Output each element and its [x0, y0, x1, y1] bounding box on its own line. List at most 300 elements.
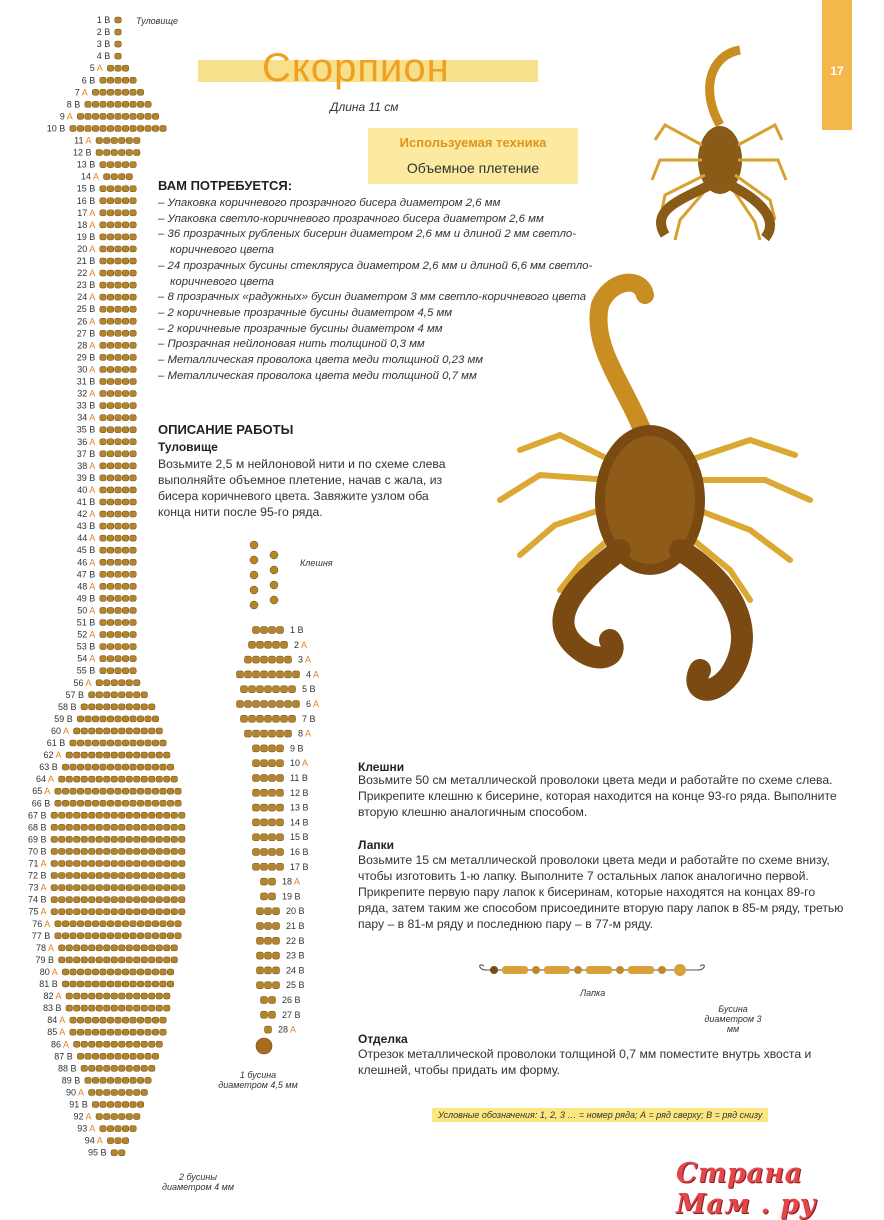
bead	[100, 921, 107, 927]
bead	[96, 812, 103, 818]
bead	[152, 125, 159, 131]
bead	[107, 366, 114, 372]
bead	[179, 836, 186, 842]
bead	[145, 101, 152, 107]
bead	[160, 740, 167, 746]
bead	[55, 933, 62, 939]
bead	[92, 933, 99, 939]
bead	[134, 1065, 141, 1071]
bead	[81, 945, 88, 951]
row-label: 38 A	[77, 460, 96, 471]
row-label: 34 A	[77, 412, 96, 423]
row-label: 6 B	[81, 75, 96, 86]
bead	[85, 921, 92, 927]
bead	[100, 318, 107, 324]
bead	[122, 969, 129, 975]
bead	[126, 945, 133, 951]
bead	[122, 222, 129, 228]
bead	[277, 671, 284, 678]
bead	[100, 1102, 107, 1108]
bead	[265, 641, 272, 648]
bead	[115, 234, 122, 240]
bead	[107, 499, 114, 505]
bead	[104, 836, 111, 842]
bead	[92, 716, 99, 722]
row-label: 64 A	[35, 774, 54, 785]
bead	[115, 318, 122, 324]
bead	[175, 788, 182, 794]
bead	[257, 923, 264, 930]
bead	[115, 511, 122, 517]
bead	[107, 198, 114, 204]
bead	[122, 571, 129, 577]
bead	[126, 1065, 133, 1071]
bead	[104, 897, 111, 903]
bead	[107, 246, 114, 252]
bead	[96, 776, 103, 782]
bead	[164, 1005, 171, 1011]
bead	[96, 138, 103, 144]
bead	[245, 671, 252, 678]
bead	[107, 282, 114, 288]
bead	[122, 1138, 129, 1144]
bead	[141, 1005, 148, 1011]
bead	[145, 740, 152, 746]
bead	[100, 101, 107, 107]
bead	[269, 997, 276, 1004]
row-label: 51 B	[76, 617, 96, 628]
bead	[85, 1053, 92, 1059]
bead	[89, 728, 96, 734]
bead	[74, 909, 81, 915]
bead	[141, 836, 148, 842]
bead	[164, 945, 171, 951]
bead	[115, 53, 122, 59]
bead	[119, 728, 126, 734]
row-label: 2 B	[96, 27, 111, 38]
bead	[273, 908, 280, 915]
bead	[149, 909, 156, 915]
bead	[122, 583, 129, 589]
bead	[137, 764, 144, 770]
bead	[134, 848, 141, 854]
bead	[137, 89, 144, 95]
bead	[107, 258, 114, 264]
bead	[179, 861, 186, 867]
bead	[111, 885, 118, 891]
bead	[149, 1065, 156, 1071]
bead	[269, 893, 276, 900]
bead	[269, 656, 276, 663]
bead	[130, 620, 137, 626]
bead	[104, 1114, 111, 1120]
bead	[277, 863, 284, 870]
row-label: 44 A	[77, 533, 96, 544]
bead	[122, 391, 129, 397]
bead	[115, 41, 122, 47]
bead	[96, 728, 103, 734]
bead	[81, 752, 88, 758]
bead	[265, 967, 272, 974]
bead	[77, 800, 84, 806]
bead	[89, 776, 96, 782]
row-label: 13 B	[290, 802, 309, 813]
bead	[100, 764, 107, 770]
bead	[92, 800, 99, 806]
bead	[130, 463, 137, 469]
bead	[149, 848, 156, 854]
bead	[77, 1029, 84, 1035]
bead	[107, 547, 114, 553]
bead	[156, 776, 163, 782]
bead	[85, 764, 92, 770]
row-label: 80 A	[39, 966, 58, 977]
bead	[92, 1017, 99, 1023]
bead	[130, 969, 137, 975]
row-label: 92 A	[73, 1111, 92, 1122]
row-label: 4 B	[96, 51, 111, 62]
bead	[115, 403, 122, 409]
bead	[89, 885, 96, 891]
bead	[145, 1053, 152, 1059]
bead	[81, 704, 88, 710]
bead	[130, 571, 137, 577]
row-label: 84 A	[47, 1015, 66, 1026]
bead	[122, 788, 129, 794]
bead	[269, 789, 276, 796]
bead	[100, 559, 107, 565]
claw-caption: Клешня	[300, 558, 333, 568]
bead	[171, 848, 178, 854]
bead	[111, 848, 118, 854]
row-label: 40 A	[77, 484, 96, 495]
bead	[289, 715, 296, 722]
bead	[89, 848, 96, 854]
bead	[115, 463, 122, 469]
bead	[156, 993, 163, 999]
bead	[137, 921, 144, 927]
bead	[122, 668, 129, 674]
bead	[257, 982, 264, 989]
bead	[273, 967, 280, 974]
bead	[156, 885, 163, 891]
bead	[269, 849, 276, 856]
bead	[81, 1065, 88, 1071]
bead	[141, 909, 148, 915]
bead	[111, 680, 118, 686]
bead	[237, 671, 244, 678]
bead	[96, 752, 103, 758]
bead	[104, 957, 111, 963]
bead	[277, 745, 284, 752]
row-label: 58 B	[57, 701, 77, 712]
row-label: 15 B	[76, 183, 96, 194]
bead	[100, 330, 107, 336]
row-label: 48 A	[77, 581, 96, 592]
bead	[77, 125, 84, 131]
bead	[270, 596, 278, 604]
bead	[130, 391, 137, 397]
row-label: 89 B	[61, 1075, 81, 1086]
bead	[122, 415, 129, 421]
bead	[253, 656, 260, 663]
bead	[265, 715, 272, 722]
bead	[137, 101, 144, 107]
row-label: 88 B	[57, 1063, 77, 1074]
bead	[261, 804, 268, 811]
row-label: 43 B	[76, 521, 96, 532]
bead	[145, 125, 152, 131]
bead	[70, 788, 77, 794]
bead	[85, 740, 92, 746]
bead	[107, 1017, 114, 1023]
row-label: 17 A	[77, 207, 96, 218]
bead	[249, 686, 256, 693]
bead	[293, 671, 300, 678]
bead	[96, 824, 103, 830]
bead	[253, 863, 260, 870]
bead	[141, 1065, 148, 1071]
bead	[77, 1017, 84, 1023]
bead	[81, 873, 88, 879]
bead	[152, 1017, 159, 1023]
bead	[107, 439, 114, 445]
bead	[100, 162, 107, 168]
bead	[122, 210, 129, 216]
bead	[107, 354, 114, 360]
bead	[156, 1005, 163, 1011]
bead	[122, 342, 129, 348]
bead	[149, 704, 156, 710]
bead	[160, 788, 167, 794]
bead	[122, 258, 129, 264]
bead	[130, 511, 137, 517]
bead	[130, 101, 137, 107]
bead	[253, 804, 260, 811]
bead	[130, 342, 137, 348]
bead	[107, 403, 114, 409]
bead	[175, 800, 182, 806]
bead	[164, 993, 171, 999]
watermark: Страна Мам . ру	[676, 1158, 817, 1220]
bead	[156, 836, 163, 842]
bead	[253, 849, 260, 856]
bead	[253, 789, 260, 796]
bead	[100, 788, 107, 794]
bead	[74, 993, 81, 999]
bead	[115, 162, 122, 168]
bead	[77, 933, 84, 939]
bead	[66, 993, 73, 999]
bead	[126, 138, 133, 144]
bead	[66, 957, 73, 963]
bead	[115, 29, 122, 35]
bead	[119, 1041, 126, 1047]
bead	[164, 897, 171, 903]
bead	[100, 571, 107, 577]
row-label: 16 B	[76, 195, 96, 206]
bead	[100, 366, 107, 372]
bead	[96, 993, 103, 999]
bead	[100, 186, 107, 192]
bead	[149, 993, 156, 999]
bead	[100, 282, 107, 288]
bead	[119, 1150, 126, 1156]
row-label: 7 A	[74, 87, 88, 98]
bead	[100, 113, 107, 119]
bead	[141, 993, 148, 999]
bead	[293, 701, 300, 708]
bead	[115, 330, 122, 336]
bead	[273, 937, 280, 944]
bead	[104, 848, 111, 854]
bead	[100, 391, 107, 397]
bead	[134, 897, 141, 903]
row-label: 32 A	[77, 388, 96, 399]
material-item: – Металлическая проволока цвета меди толщиной 0,23 мм	[158, 354, 484, 367]
bead	[122, 318, 129, 324]
bead	[122, 511, 129, 517]
bead	[77, 981, 84, 987]
bead	[149, 873, 156, 879]
bead	[107, 632, 114, 638]
bead	[111, 945, 118, 951]
bead	[119, 836, 126, 842]
row-label: 73 A	[28, 882, 47, 893]
bead	[107, 535, 114, 541]
row-label: 52 A	[77, 629, 96, 640]
bead	[62, 981, 69, 987]
bead	[115, 764, 122, 770]
bead	[152, 788, 159, 794]
bead	[152, 969, 159, 975]
legs-heading: Лапки	[358, 838, 395, 852]
bead	[115, 246, 122, 252]
bead	[100, 716, 107, 722]
bead	[107, 571, 114, 577]
bead	[62, 764, 69, 770]
bead	[134, 945, 141, 951]
bead	[74, 812, 81, 818]
bead	[122, 162, 129, 168]
bead	[115, 113, 122, 119]
row-label: 79 B	[35, 954, 54, 965]
bead	[130, 427, 137, 433]
bead	[261, 730, 268, 737]
bead	[51, 873, 58, 879]
bead	[85, 101, 92, 107]
bead	[171, 836, 178, 842]
bead	[111, 138, 118, 144]
bead	[51, 861, 58, 867]
bead	[122, 475, 129, 481]
bead	[171, 824, 178, 830]
row-label: 91 B	[69, 1099, 88, 1110]
bead	[160, 933, 167, 939]
row-label: 35 B	[76, 424, 96, 435]
row-label: 10 B	[46, 123, 66, 134]
bead	[261, 775, 268, 782]
row-label: 19 B	[282, 891, 301, 902]
bead	[119, 861, 126, 867]
bead	[145, 933, 152, 939]
bead	[122, 595, 129, 601]
bead	[134, 1114, 141, 1120]
bead	[156, 897, 163, 903]
row-label: 8 A	[298, 728, 312, 739]
row-label: 8 B	[66, 99, 81, 110]
row-label: 31 B	[76, 376, 96, 387]
bead	[107, 379, 114, 385]
bead	[250, 541, 258, 549]
row-label: 59 B	[54, 713, 73, 724]
bead	[107, 234, 114, 240]
bead	[126, 1005, 133, 1011]
row-label: 10 A	[290, 758, 309, 769]
bead	[81, 993, 88, 999]
bead	[100, 294, 107, 300]
bead	[119, 752, 126, 758]
bead	[156, 848, 163, 854]
bead	[269, 701, 276, 708]
bead	[115, 391, 122, 397]
bead	[269, 863, 276, 870]
bead	[277, 819, 284, 826]
row-label: 45 B	[76, 545, 96, 556]
bead	[171, 812, 178, 818]
body-scheme-caption: Туловище	[136, 16, 179, 26]
row-label: 18 A	[282, 876, 301, 887]
row-label: 68 B	[27, 822, 47, 833]
bead	[167, 969, 174, 975]
bead	[126, 909, 133, 915]
bead	[59, 945, 66, 951]
bead	[160, 764, 167, 770]
bead	[119, 909, 126, 915]
bead	[149, 824, 156, 830]
bead	[130, 186, 137, 192]
bead	[70, 921, 77, 927]
bead	[107, 523, 114, 529]
bead	[126, 1041, 133, 1047]
bead	[100, 246, 107, 252]
bead	[149, 861, 156, 867]
bead	[137, 113, 144, 119]
bead	[59, 824, 66, 830]
row-label: 9 B	[290, 743, 304, 754]
bead	[107, 764, 114, 770]
bead	[77, 716, 84, 722]
row-label: 86 A	[50, 1039, 69, 1050]
bead	[261, 671, 268, 678]
bead	[261, 627, 268, 634]
bead	[115, 740, 122, 746]
bead	[107, 969, 114, 975]
bead	[145, 788, 152, 794]
bead	[115, 101, 122, 107]
bead	[96, 873, 103, 879]
bead	[119, 897, 126, 903]
bead	[269, 671, 276, 678]
bead	[122, 800, 129, 806]
material-item: – 8 прозрачных «радужных» бусин диаметром 3 мм светло-коричневого цвета	[158, 291, 587, 304]
bead	[107, 391, 114, 397]
bead	[160, 1029, 167, 1035]
bead	[179, 909, 186, 915]
bead	[241, 715, 248, 722]
bead	[122, 499, 129, 505]
bead	[107, 487, 114, 493]
